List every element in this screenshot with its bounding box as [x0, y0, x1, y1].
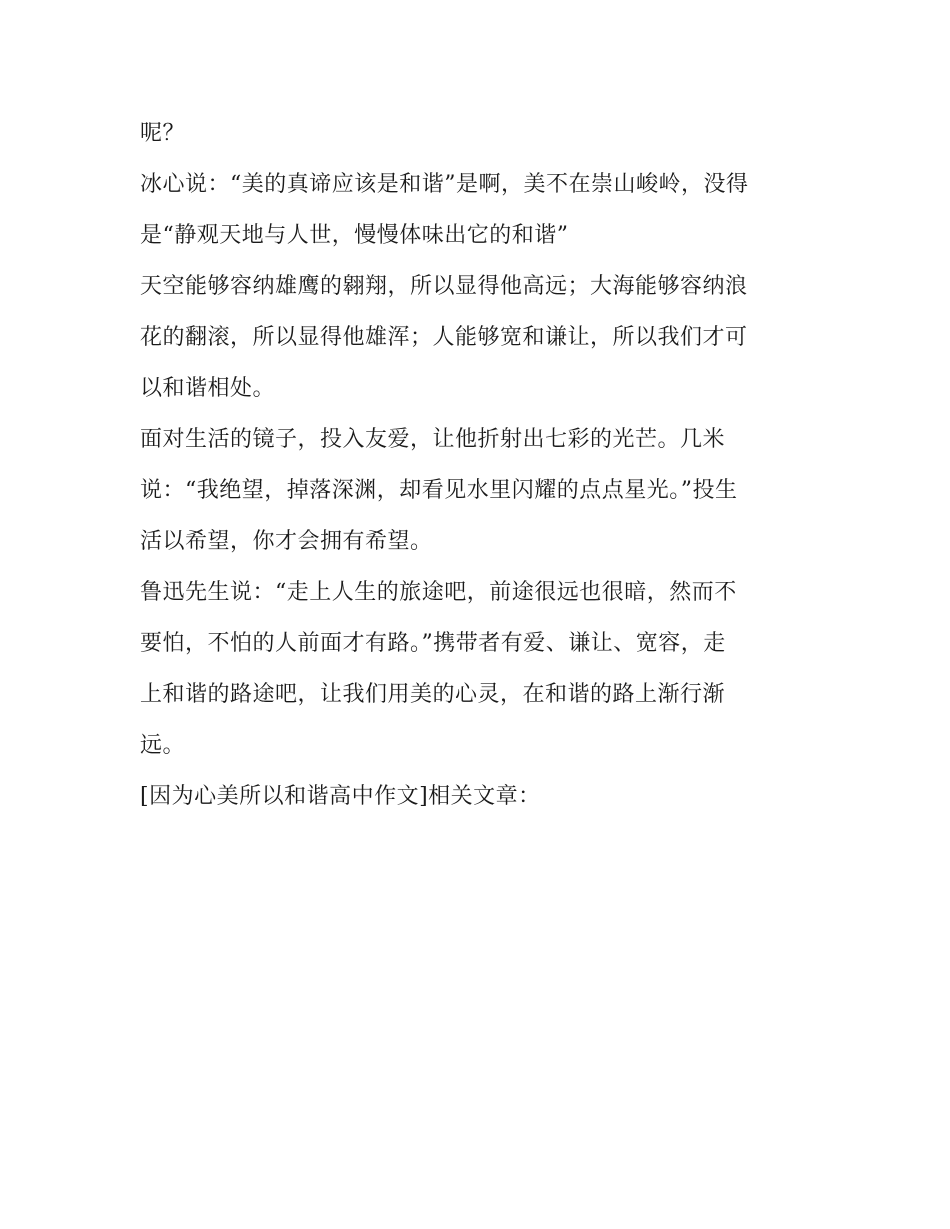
related-articles-heading: [因为心美所以和谐高中作文]相关文章： [140, 784, 541, 809]
paragraph-sky-sea: 天空能够容纳雄鹰的翱翔，所以显得他高远；大海能够容纳浪 花的翻滚，所以显得他雄浑；人能够宽和谦让，所以我们才可 以和谐相处。 [140, 274, 748, 401]
paragraph-mirror-of-life: 面对生活的镜子，投入友爱，让他折射出七彩的光芒。几米 说：“我绝望，掉落深渊，却看见水里闪耀的点点星光。”投生 活以希望，你才会拥有希望。 [140, 427, 738, 554]
paragraph-continuation: 呢？ [140, 121, 186, 146]
paragraph-luxun-quote: 鲁迅先生说：“走上人生的旅途吧，前途很远也很暗，然而不 要怕，不怕的人前面才有路。”携带者有爱、谦让、宽容，走 上和谐的路途吧，让我们用美的心灵，在和谐的路上渐行渐 远。 [140, 580, 737, 758]
document-body [140, 108, 820, 822]
paragraph-bingxin-quote: 冰心说：“美的真谛应该是和谐”是啊，美不在崇山峻岭，没得 是“静观天地与人世，慢慢体味出它的和谐” [140, 172, 749, 248]
